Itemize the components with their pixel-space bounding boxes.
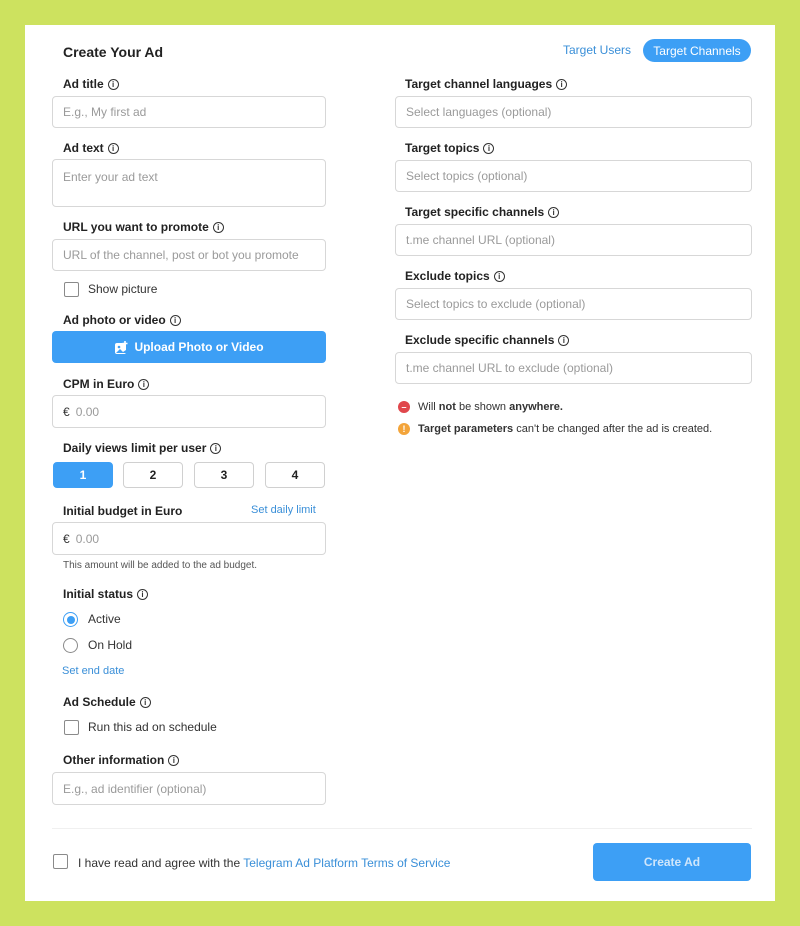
info-icon[interactable]: i — [483, 143, 494, 154]
topics-placeholder: Select topics (optional) — [406, 169, 528, 183]
url-input[interactable] — [52, 239, 326, 271]
channels-label-text: Target specific channels — [405, 205, 545, 219]
agree-terms-text — [78, 856, 450, 870]
ad-text-label — [63, 141, 119, 155]
show-picture-label: Show picture — [88, 282, 158, 296]
note2-part-a: Target parameters — [418, 423, 514, 435]
info-icon[interactable]: i — [558, 335, 569, 346]
other-info-input[interactable] — [52, 772, 326, 805]
languages-select[interactable] — [395, 96, 752, 128]
budget-input[interactable] — [52, 522, 326, 555]
ad-schedule-label-text: Ad Schedule — [63, 695, 136, 709]
languages-label — [405, 77, 567, 91]
daily-views-label — [63, 441, 221, 455]
note1-part-d: anywhere. — [509, 401, 563, 413]
info-icon[interactable]: i — [108, 143, 119, 154]
views-option-4[interactable]: 4 — [265, 462, 325, 488]
schedule-checkbox[interactable] — [64, 720, 79, 735]
ad-text-textarea[interactable] — [52, 159, 326, 207]
info-icon[interactable]: i — [170, 315, 181, 326]
footer-divider — [52, 828, 752, 829]
ad-photo-label-text: Ad photo or video — [63, 313, 166, 327]
languages-placeholder: Select languages (optional) — [406, 105, 552, 119]
info-icon[interactable]: i — [137, 589, 148, 600]
initial-status-label — [63, 587, 148, 601]
budget-placeholder: 0.00 — [75, 531, 100, 546]
ad-title-label-text: Ad title — [63, 77, 104, 91]
create-ad-card — [25, 25, 775, 901]
schedule-checkbox-label: Run this ad on schedule — [88, 720, 217, 734]
ad-title-placeholder: E.g., My first ad — [63, 105, 147, 119]
status-onhold-label: On Hold — [88, 638, 133, 652]
warning-icon: ! — [398, 423, 410, 435]
currency-symbol: € — [63, 531, 70, 546]
tab-target-users[interactable]: Target Users — [563, 43, 632, 57]
budget-label: Initial budget in Euro — [63, 504, 183, 518]
url-label-text: URL you want to promote — [63, 220, 209, 234]
ad-text-placeholder: Enter your ad text — [63, 170, 158, 184]
exclude-channels-input[interactable] — [395, 352, 752, 384]
channels-label — [405, 205, 559, 219]
views-option-2[interactable]: 2 — [123, 462, 183, 488]
terms-of-service-link[interactable]: Telegram Ad Platform Terms of Service — [243, 856, 451, 870]
agree-terms-checkbox[interactable] — [53, 854, 68, 869]
topics-label — [405, 141, 494, 155]
ad-text-label-text: Ad text — [63, 141, 104, 155]
info-icon[interactable]: i — [548, 207, 559, 218]
topics-select[interactable] — [395, 160, 752, 192]
ad-photo-label — [63, 313, 181, 327]
create-ad-button[interactable]: Create Ad — [593, 843, 751, 881]
exclude-topics-label-text: Exclude topics — [405, 269, 490, 283]
currency-symbol: € — [63, 404, 70, 419]
views-option-3[interactable]: 3 — [194, 462, 254, 488]
exclude-channels-placeholder: t.me channel URL to exclude (optional) — [406, 361, 613, 375]
status-onhold-radio[interactable] — [63, 638, 78, 653]
exclude-topics-placeholder: Select topics to exclude (optional) — [406, 297, 586, 311]
info-icon[interactable]: i — [210, 443, 221, 454]
minus-circle-icon: – — [398, 401, 410, 413]
url-label — [63, 220, 224, 234]
url-placeholder: URL of the channel, post or bot you promote — [63, 248, 299, 262]
page-title: Create Your Ad — [63, 44, 164, 60]
exclude-topics-select[interactable] — [395, 288, 752, 320]
status-active-label: Active — [88, 612, 121, 626]
exclude-channels-label — [405, 333, 569, 347]
info-icon[interactable]: i — [140, 697, 151, 708]
not-shown-note — [398, 401, 563, 413]
channels-input[interactable] — [395, 224, 752, 256]
initial-status-label-text: Initial status — [63, 587, 134, 601]
parameters-warning-note — [398, 423, 712, 435]
channels-placeholder: t.me channel URL (optional) — [406, 233, 555, 247]
set-end-date-link[interactable]: Set end date — [62, 665, 125, 677]
other-info-label — [63, 753, 179, 767]
upload-button-label: Upload Photo or Video — [134, 340, 264, 354]
daily-views-label-text: Daily views limit per user — [63, 441, 207, 455]
topics-label-text: Target topics — [405, 141, 480, 155]
views-option-1[interactable]: 1 — [53, 462, 113, 488]
exclude-channels-label-text: Exclude specific channels — [405, 333, 555, 347]
info-icon[interactable]: i — [556, 79, 567, 90]
info-icon[interactable]: i — [213, 222, 224, 233]
info-icon[interactable]: i — [108, 79, 119, 90]
note1-part-a: Will — [418, 401, 436, 413]
ad-schedule-label — [63, 695, 151, 709]
cpm-label — [63, 377, 149, 391]
tab-target-channels[interactable]: Target Channels — [643, 39, 751, 62]
note1-part-b: not — [438, 401, 456, 413]
exclude-topics-label — [405, 269, 505, 283]
info-icon[interactable]: i — [168, 755, 179, 766]
agree-text: I have read and agree with the — [78, 856, 241, 870]
status-active-radio[interactable] — [63, 612, 78, 627]
show-picture-checkbox[interactable] — [64, 282, 79, 297]
cpm-label-text: CPM in Euro — [63, 377, 135, 391]
add-photo-icon — [114, 340, 129, 355]
other-info-label-text: Other information — [63, 753, 165, 767]
languages-label-text: Target channel languages — [405, 77, 553, 91]
info-icon[interactable]: i — [138, 379, 149, 390]
other-info-placeholder: E.g., ad identifier (optional) — [63, 781, 207, 796]
upload-photo-button[interactable] — [52, 331, 326, 363]
note1-part-c: be shown — [458, 401, 507, 413]
ad-title-label — [63, 77, 119, 91]
cpm-placeholder: 0.00 — [75, 404, 100, 419]
note2-part-b: can't be changed after the ad is created. — [516, 423, 713, 435]
info-icon[interactable]: i — [494, 271, 505, 282]
budget-hint: This amount will be added to the ad budget. — [63, 560, 258, 571]
cpm-input[interactable] — [52, 395, 326, 428]
set-daily-limit-link[interactable]: Set daily limit — [251, 504, 316, 516]
ad-title-input[interactable] — [52, 96, 326, 128]
